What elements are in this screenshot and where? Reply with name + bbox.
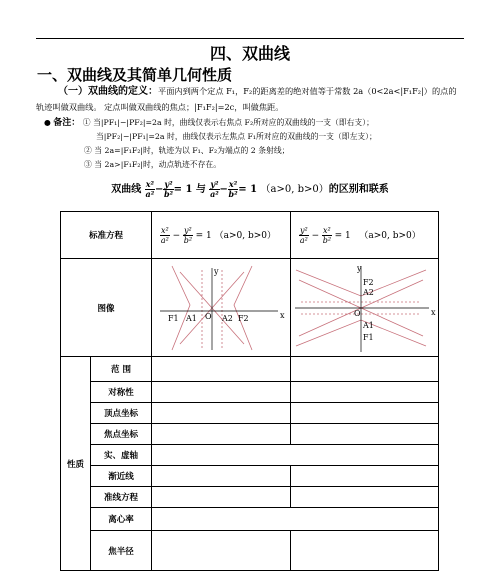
note-label: 备注： (53, 118, 81, 128)
prop-symmetry: 对称性 (91, 382, 152, 403)
label-f2: F2 (238, 313, 249, 323)
note-block: ● 备注： ① 当|PF₁|−|PF₂|=2a 时，曲线仅表示右焦点 F₂所对应的双曲线的一支（即右支）； 当|PF₂|−|PF₁|=2a 时，曲线仅表示左焦点 F₁所对应的双曲线的一支（即左支）； ② 当 2a=|F₁F₂|时，轨迹为以 F₁、F₂为端点的 2 条射线； ③ 当 2a>|F₁F₂|时，动点轨迹不存在。 (44, 116, 377, 172)
row-std-label: 标准方程 (61, 212, 152, 259)
caption-cond: （a>0, b>0） (260, 184, 329, 195)
label-a2: A2 (222, 313, 233, 323)
definition-paragraph (36, 84, 468, 114)
graph-left (152, 260, 290, 356)
label-a2: A2 (363, 287, 374, 297)
note-item1a: ① 当|PF₁|−|PF₂|=2a 时，曲线仅表示右焦点 F₂所对应的双曲线的一支（即右支）； (82, 118, 374, 127)
label-x: x (280, 310, 285, 320)
section-heading: 一、双曲线及其简单几何性质 (37, 66, 233, 84)
label-f2: F2 (363, 277, 374, 287)
graph-right (291, 260, 438, 356)
top-rule (36, 38, 464, 39)
label-f1: F1 (363, 332, 374, 342)
group-label: 性质 (61, 357, 91, 571)
graph-left-cell (152, 259, 291, 357)
right-branch (234, 266, 252, 350)
note-item2: ② 当 2a=|F₁F₂|时，轨迹为以 F₁、F₂为端点的 2 条射线； (84, 146, 290, 155)
definition-label: （一）双曲线的定义： (58, 86, 158, 97)
left-branch (172, 266, 190, 350)
definition-line1: 平面内到两个定点 F₁，F₂的距离差的绝对值等于常数 2a（0<2a<|F₁F₂|）的点的 (158, 86, 457, 96)
prop-eccentricity: 离心率 (91, 508, 152, 531)
std-eq-y: $\frac{\text{y²}}{\text{a²}}$ − $\frac{\text{x²}}{\text{b²}}$ = 1 （a>0, b>0） (291, 212, 439, 259)
prop-asymptote: 渐近线 (91, 466, 152, 487)
caption-pre: 双曲线 (111, 184, 142, 195)
label-a1: A1 (363, 320, 374, 330)
prop-focus: 焦点坐标 (91, 424, 152, 445)
label-y: y (214, 266, 219, 276)
label-x: x (431, 307, 436, 317)
prop-range: 范 围 (91, 357, 152, 382)
comparison-table (60, 211, 439, 571)
label-y: y (357, 263, 362, 273)
note-item3: ③ 当 2a>|F₁F₂|时，动点轨迹不存在。 (84, 160, 221, 169)
label-a1: A1 (186, 313, 197, 323)
label-o: O (205, 311, 212, 321)
page-title: 四、双曲线 (209, 44, 290, 63)
definition-line2: 轨迹叫做双曲线。 定点叫做双曲线的焦点；|F₁F₂|=2c，叫做焦距。 (36, 101, 284, 112)
prop-axes: 实、虚轴 (91, 445, 152, 466)
prop-directrix: 准线方程 (91, 487, 152, 508)
caption-post: 的区别和联系 (328, 184, 389, 195)
row-img-label: 图像 (61, 259, 152, 357)
caption-mid: 与 (195, 184, 206, 195)
note-item1b: 当|PF₂|−|PF₁|=2a 时，曲线仅表示左焦点 F₁所对应的双曲线的一支（即左支）； (96, 132, 377, 141)
comparison-caption: 双曲线 $\frac{\text{x²}}{\text{a²}}$ − $\frac{\text{y²}}{\text{b²}}$ = 1 与 $\frac{\text{y²}}{\text{a²}}$ − $\frac{\text{x²}}{\text{b²}}$ = 1 （a>0, b>0）的区别和联系 (111, 179, 389, 199)
label-o: O (354, 308, 361, 318)
std-eq-x: $\frac{\text{x²}}{\text{a²}}$ − $\frac{\text{y²}}{\text{b²}}$ = 1 （a>0, b>0） (152, 212, 291, 259)
prop-vertex: 顶点坐标 (91, 403, 152, 424)
graph-right-cell (291, 259, 439, 357)
prop-focal-radius: 焦半径 (91, 531, 152, 571)
frac-x2-a2: $\frac{\text{x²}}{\text{a²}}$ (145, 179, 155, 199)
label-f1: F1 (168, 313, 179, 323)
